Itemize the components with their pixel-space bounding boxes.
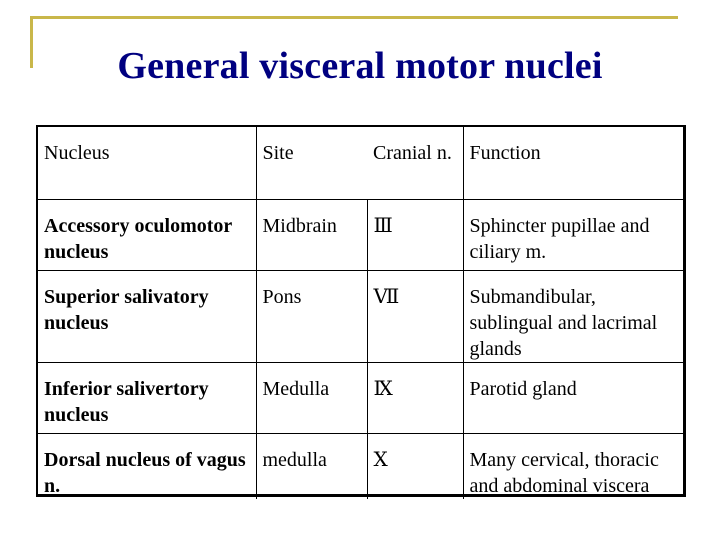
decorative-top-rule (30, 16, 678, 19)
cell-cranial-nerve: Ⅲ (367, 199, 463, 270)
table-row (38, 433, 683, 499)
cell-site: Pons (256, 270, 367, 362)
cell-cranial-nerve: Ⅸ (367, 362, 463, 433)
table-row (38, 270, 683, 362)
cell-function: Sphincter pupillae and ciliary m. (463, 199, 683, 270)
table-header-row (38, 127, 683, 199)
cell-site: Medulla (256, 362, 367, 433)
header-cranial-nerve: Cranial n. (373, 142, 452, 164)
cell-nucleus: Superior salivatory nucleus (38, 270, 256, 362)
table-row (38, 362, 683, 433)
header-function: Function (463, 127, 683, 199)
cell-cranial-nerve: Ⅹ (367, 433, 463, 499)
nuclei-table (36, 125, 686, 497)
cell-function: Submandibular, sublingual and lacrimal glands (463, 270, 683, 362)
cell-nucleus: Inferior salivertory nucleus (38, 362, 256, 433)
cell-function: Parotid gland (463, 362, 683, 433)
cell-cranial-nerve: Ⅶ (367, 270, 463, 362)
table-row (38, 199, 683, 270)
slide-title: General visceral motor nuclei (117, 45, 603, 87)
cell-nucleus: Dorsal nucleus of vagus n. (38, 433, 256, 499)
cell-site: medulla (256, 433, 367, 499)
cell-site: Midbrain (256, 199, 367, 270)
cell-function: Many cervical, thoracic and abdominal viscera (463, 433, 683, 499)
header-site: Site (256, 127, 367, 199)
cell-nucleus: Accessory oculomotor nucleus (38, 199, 256, 270)
header-nucleus: Nucleus (44, 142, 110, 164)
